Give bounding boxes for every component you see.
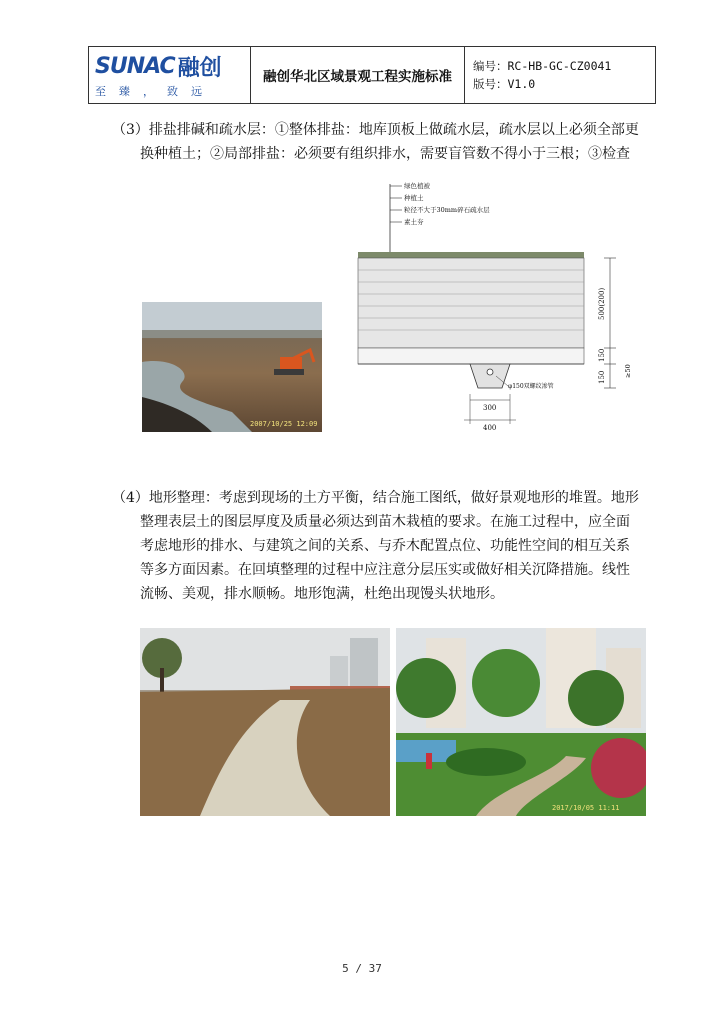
logo-english: SUNAC — [95, 54, 175, 79]
site-photo-landscape — [396, 628, 646, 816]
section-4-line-3: 考虑地形的排水、与建筑之间的关系、与乔木配置点位、功能性空间的相互关系 — [140, 538, 630, 554]
site-photo-grading-art — [140, 628, 390, 816]
page-number: 5 / 37 — [342, 962, 382, 975]
section-3-line-2: 换种植土；②局部排盐：必须要有组织排水，需要盲管数不得小于三根；③检查 — [140, 146, 630, 162]
site-photo-landscape-art — [396, 628, 646, 816]
diagram-label-3: 粒径不大于30mm碎石疏水层 — [404, 206, 490, 214]
document-code-cell — [465, 47, 655, 103]
document-version: 版号：V1.0 — [473, 77, 536, 91]
section-4-line-4: 等多方面因素。在回填整理的过程中应注意分层压实或做好相关沉降措施。线性 — [140, 562, 630, 578]
diagram-pipe-label: φ150双螺纹渗管 — [508, 383, 554, 390]
photo-1-date-stamp: 2007/10/25 12:09 — [250, 420, 318, 428]
logo-cell — [89, 47, 251, 103]
section-4-line-1: （4）地形整理：考虑到现场的土方平衡，结合施工图纸，做好景观地形的堆置。地形 — [112, 490, 639, 506]
diagram-label-1: 绿色植被 — [404, 182, 430, 190]
diagram-label-4: 素土夯 — [404, 218, 424, 226]
diagram-dim-inner: 300 — [483, 404, 497, 412]
diagram-dim-outer: 400 — [483, 424, 497, 432]
diagram-dim-mid: 150 — [598, 348, 606, 362]
section-4-line-5: 流畅、美观，排水顺畅。地形饱满，杜绝出现馒头状地形。 — [140, 586, 504, 602]
section-3-line-1: （3）排盐排碱和疏水层：①整体排盐：地库顶板上做疏水层，疏水层以上必须全部更 — [112, 122, 639, 138]
logo-chinese: 融创 — [177, 56, 222, 81]
section-3-text — [112, 118, 672, 166]
diagram-dim-side: ≥50 — [624, 364, 632, 378]
logo — [95, 51, 222, 82]
logo-slogan: 至臻，致远 — [95, 85, 215, 98]
site-photo-drainage — [142, 302, 322, 432]
diagram-dim-top: 500(200) — [598, 287, 606, 320]
section-4-line-2: 整理表层土的图层厚度及质量必须达到苗木栽植的要求。在施工过程中，应全面 — [140, 514, 630, 530]
site-photo-grading — [140, 628, 390, 816]
drainage-cross-section-diagram — [340, 180, 640, 440]
document-header — [88, 46, 656, 104]
site-photo-drainage-art — [142, 302, 322, 432]
diagram-dim-bottom: 150 — [598, 370, 606, 384]
diagram-label-2: 种植土 — [404, 194, 424, 202]
photo-3-date-stamp: 2017/10/05 11:11 — [552, 804, 620, 812]
document-title: 融创华北区域景观工程实施标准 — [251, 47, 465, 103]
section-4-text — [112, 486, 672, 606]
document-code: 编号：RC-HB-GC-CZ0041 — [473, 59, 612, 73]
